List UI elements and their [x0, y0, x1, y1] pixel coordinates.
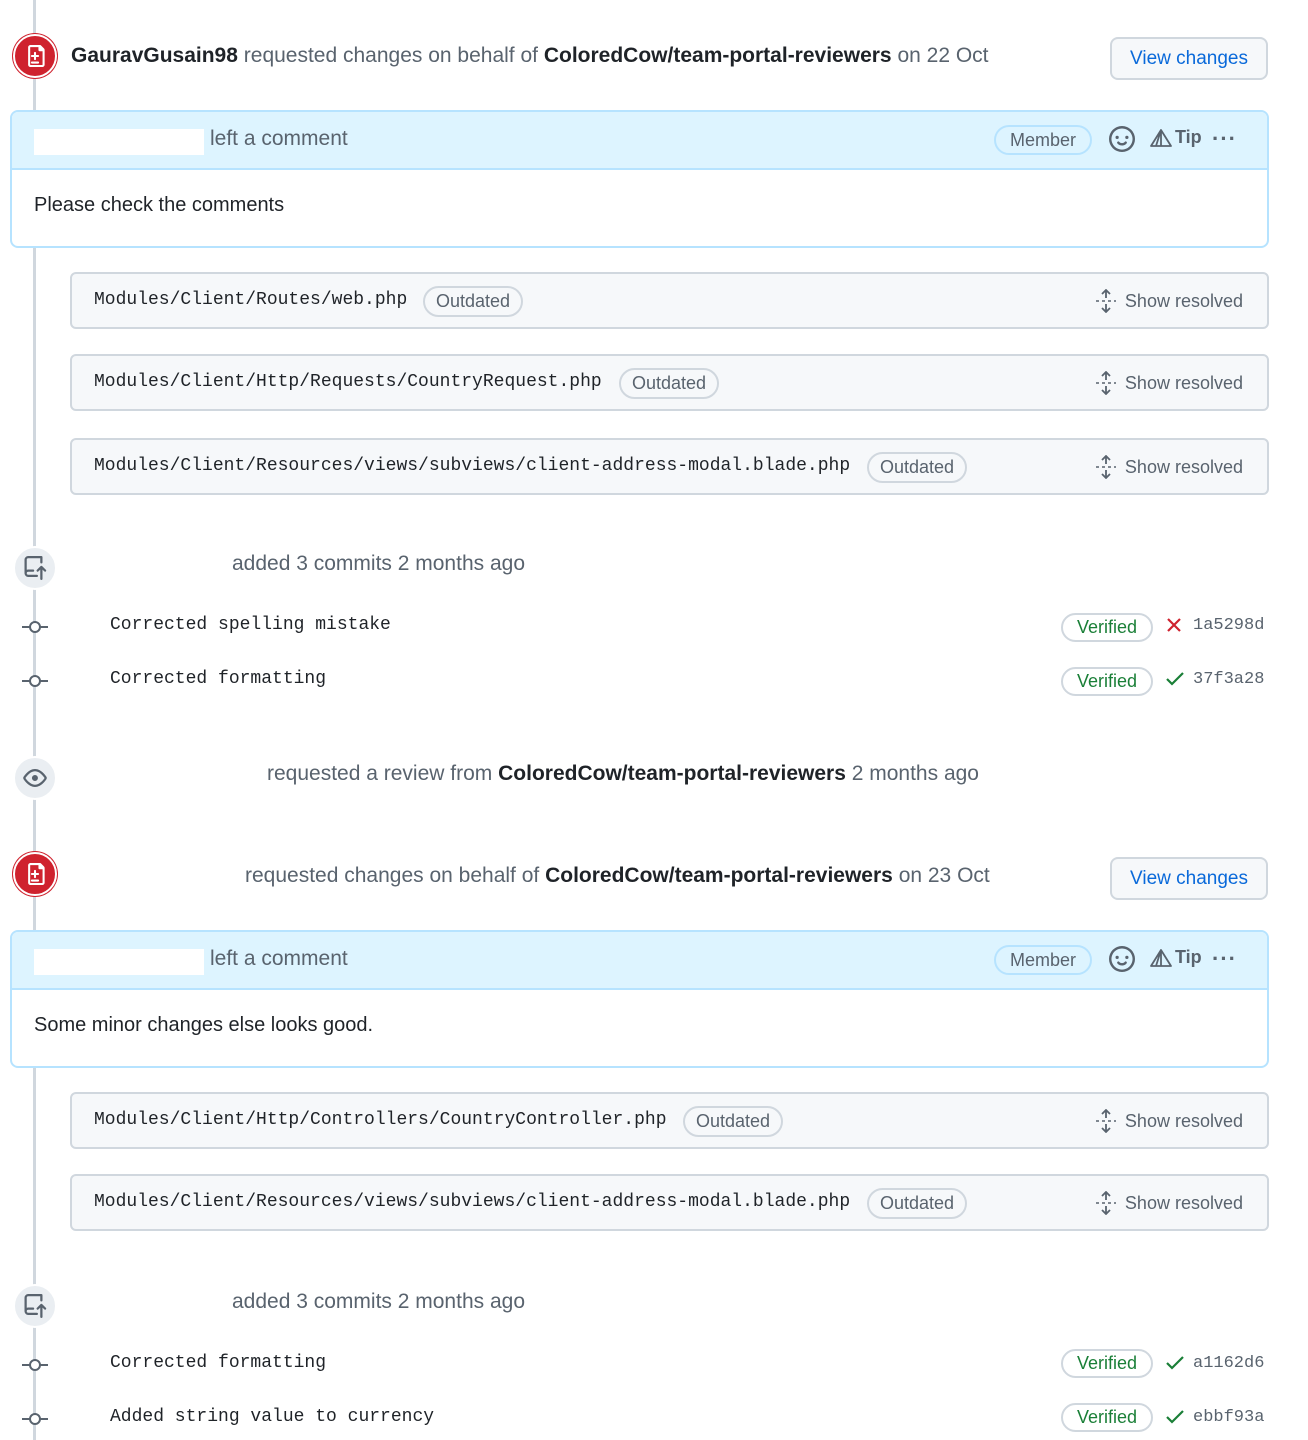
commit-sha[interactable]: 37f3a28: [1193, 670, 1265, 689]
file-path[interactable]: Modules/Client/Resources/views/subviews/client-address-modal.blade.php: [94, 1192, 851, 1212]
outdated-badge: Outdated: [867, 452, 967, 483]
x-fail-icon[interactable]: [1165, 616, 1183, 634]
kebab-menu-icon[interactable]: ···: [1212, 126, 1237, 151]
member-badge: Member: [994, 945, 1092, 975]
show-resolved-button[interactable]: Show resolved: [1095, 289, 1243, 313]
request-changes-icon: [13, 852, 57, 896]
outdated-badge: Outdated: [683, 1106, 783, 1137]
eye-icon: [13, 756, 57, 800]
review-request-text: requested a review from ColoredCow/team-portal-reviewers 2 months ago: [267, 762, 979, 785]
verified-badge[interactable]: Verified: [1061, 613, 1153, 642]
commits-added-text: added 3 commits 2 months ago: [232, 1290, 525, 1313]
view-changes-button[interactable]: View changes: [1110, 37, 1268, 80]
commit-sha[interactable]: ebbf93a: [1193, 1408, 1265, 1427]
team-link[interactable]: ColoredCow/team-portal-reviewers: [543, 44, 892, 67]
review-file-thread: [70, 354, 1269, 411]
member-badge: Member: [994, 125, 1092, 155]
timeline-line: [33, 1066, 36, 1440]
tip-icon: [1149, 128, 1173, 148]
commit-message[interactable]: Corrected formatting: [110, 669, 327, 689]
unfold-icon: [1095, 371, 1117, 395]
outdated-badge: Outdated: [867, 1188, 967, 1219]
show-resolved-button[interactable]: Show resolved: [1095, 455, 1243, 479]
git-commit-icon: [22, 620, 48, 634]
outdated-badge: Outdated: [423, 286, 523, 317]
request-changes-icon: [13, 34, 57, 78]
repo-push-icon: [13, 1284, 57, 1328]
team-link[interactable]: ColoredCow/team-portal-reviewers: [545, 864, 893, 887]
tip-icon: [1149, 948, 1173, 968]
comment-body: Some minor changes else looks good.: [34, 1014, 374, 1036]
commit-message[interactable]: Corrected spelling mistake: [110, 615, 391, 635]
git-commit-icon: [22, 1412, 48, 1426]
show-resolved-button[interactable]: Show resolved: [1095, 371, 1243, 395]
review-comment: [10, 930, 1269, 1068]
review-file-thread: [70, 272, 1269, 329]
show-resolved-button[interactable]: Show resolved: [1095, 1109, 1243, 1133]
commits-added-text: added 3 commits 2 months ago: [232, 552, 525, 575]
check-success-icon[interactable]: [1165, 670, 1185, 688]
unfold-icon: [1095, 1109, 1117, 1133]
check-success-icon[interactable]: [1165, 1354, 1185, 1372]
review-comment: [10, 110, 1269, 248]
outdated-badge: Outdated: [619, 368, 719, 399]
commit-sha[interactable]: 1a5298d: [1193, 616, 1265, 635]
comment-header-label: left a comment: [210, 127, 348, 150]
kebab-menu-icon[interactable]: ···: [1212, 946, 1237, 971]
review-file-thread: [70, 1174, 1269, 1231]
commit-sha[interactable]: a1162d6: [1193, 1354, 1265, 1373]
redacted-author: [34, 129, 204, 155]
file-path[interactable]: Modules/Client/Routes/web.php: [94, 290, 408, 310]
unfold-icon: [1095, 455, 1117, 479]
redacted-author: [34, 949, 204, 975]
review-file-thread: [70, 1092, 1269, 1149]
review-author-link[interactable]: GauravGusain98: [71, 44, 238, 67]
verified-badge[interactable]: Verified: [1061, 667, 1153, 696]
review-event-text: requested changes on behalf of ColoredCow/team-portal-reviewers on 23 Oct: [245, 864, 990, 887]
commit-message[interactable]: Corrected formatting: [110, 1353, 327, 1373]
commit-message[interactable]: Added string value to currency: [110, 1407, 435, 1427]
view-changes-button[interactable]: View changes: [1110, 857, 1268, 900]
review-file-thread: [70, 438, 1269, 495]
team-link[interactable]: ColoredCow/team-portal-reviewers: [498, 762, 846, 785]
verified-badge[interactable]: Verified: [1061, 1349, 1153, 1378]
check-success-icon[interactable]: [1165, 1408, 1185, 1426]
git-commit-icon: [22, 1358, 48, 1372]
comment-header-label: left a comment: [210, 947, 348, 970]
comment-body: Please check the comments: [34, 194, 285, 216]
git-commit-icon: [22, 674, 48, 688]
file-path[interactable]: Modules/Client/Http/Controllers/CountryController.php: [94, 1110, 667, 1130]
comment-header: [12, 932, 1267, 990]
tip-link[interactable]: Tip: [1149, 127, 1202, 148]
show-resolved-button[interactable]: Show resolved: [1095, 1191, 1243, 1215]
smiley-icon[interactable]: [1109, 946, 1135, 977]
verified-badge[interactable]: Verified: [1061, 1403, 1153, 1432]
tip-link[interactable]: Tip: [1149, 947, 1202, 968]
smiley-icon[interactable]: [1109, 126, 1135, 157]
file-path[interactable]: Modules/Client/Resources/views/subviews/client-address-modal.blade.php: [94, 456, 851, 476]
unfold-icon: [1095, 1191, 1117, 1215]
review-event-text: GauravGusain98 requested changes on behalf of ColoredCow/team-portal-reviewers on 22 Oct: [71, 44, 989, 67]
repo-push-icon: [13, 546, 57, 590]
file-path[interactable]: Modules/Client/Http/Requests/CountryRequest.php: [94, 372, 602, 392]
unfold-icon: [1095, 289, 1117, 313]
comment-header: [12, 112, 1267, 170]
